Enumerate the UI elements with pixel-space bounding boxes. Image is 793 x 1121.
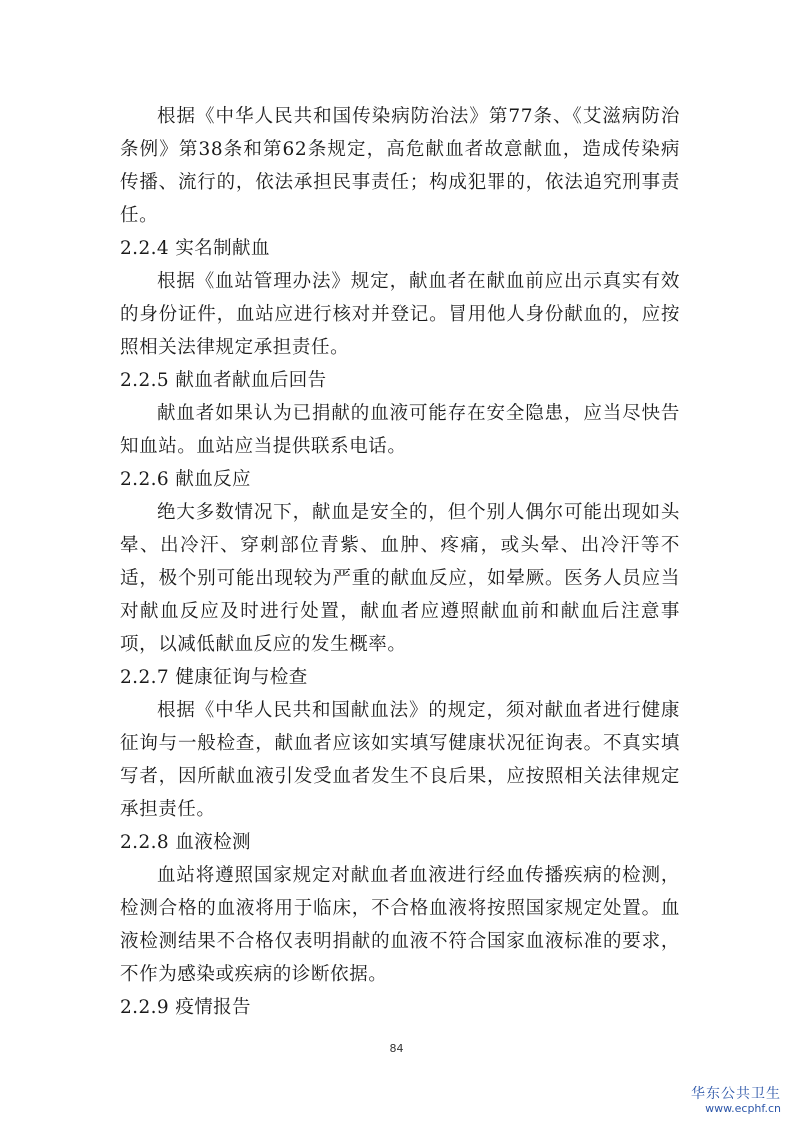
paragraph-donation-reaction: 绝大多数情况下，献血是安全的，但个别人偶尔可能出现如头晕、出冷汗、穿刺部位青紫、血肿、疼痛，或头晕、出冷汗等不适，极个别可能出现较为严重的献血反应，如晕厥。医务人员应当对献血反应及时进行处置，献血者应遵照献血前和献血后注意事项，以减低献血反应的发生概率。	[120, 502, 680, 655]
paragraph-post-donation-report: 献血者如果认为已捐献的血液可能存在安全隐患，应当尽快告知血站。血站应当提供联系电话。	[120, 403, 680, 457]
paragraph-health-inquiry: 根据《中华人民共和国献血法》的规定，须对献血者进行健康征询与一般检查，献血者应该如实填写健康状况征询表。不真实填写者，因所献血液引发受血者发生不良后果，应按照相关法律规定承担责任。	[120, 700, 680, 820]
page-number: 84	[389, 1042, 404, 1055]
document-body	[120, 100, 680, 1024]
section-heading-2-2-4: 2.2.4 实名制献血	[120, 238, 270, 259]
section-heading-2-2-8: 2.2.8 血液检测	[120, 832, 251, 853]
watermark-site-name: 华东公共卫生	[691, 1086, 781, 1102]
site-watermark	[691, 1086, 781, 1116]
paragraph-real-name-donation: 根据《血站管理办法》规定，献血者在献血前应出示真实有效的身份证件，血站应进行核对并登记。冒用他人身份献血的，应按照相关法律规定承担责任。	[120, 271, 680, 358]
paragraph-blood-testing: 血站将遵照国家规定对献血者血液进行经血传播疾病的检测，检测合格的血液将用于临床，不合格血液将按照国家规定处置。血液检测结果不合格仅表明捐献的血液不符合国家血液标准的要求，不作为感染或疾病的诊断依据。	[120, 865, 680, 985]
section-heading-2-2-5: 2.2.5 献血者献血后回告	[120, 370, 327, 391]
paragraph-blood-law-liability: 根据《中华人民共和国传染病防治法》第77条、《艾滋病防治条例》第38条和第62条规定，高危献血者故意献血，造成传染病传播、流行的，依法承担民事责任；构成犯罪的，依法追究刑事责任。	[120, 106, 680, 226]
section-heading-2-2-7: 2.2.7 健康征询与检查	[120, 667, 308, 688]
watermark-url: www.ecphf.cn	[705, 1102, 781, 1115]
section-heading-2-2-9: 2.2.9 疫情报告	[120, 997, 251, 1018]
section-heading-2-2-6: 2.2.6 献血反应	[120, 469, 251, 490]
